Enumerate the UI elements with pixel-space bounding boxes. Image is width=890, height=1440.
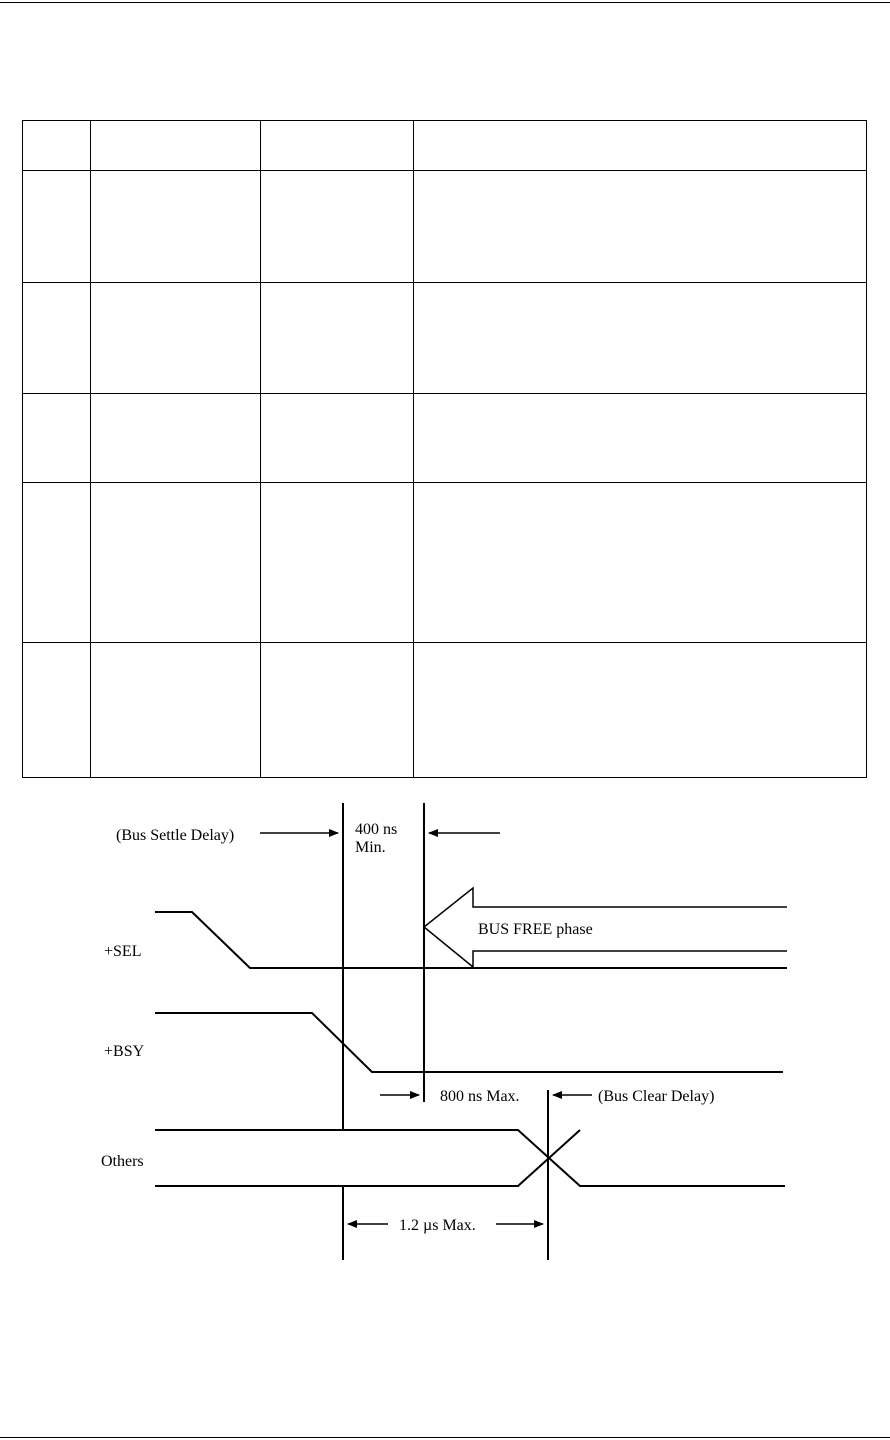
bottom-rule xyxy=(0,1437,890,1438)
bus-clear-delay-label: (Bus Clear Delay) xyxy=(598,1088,715,1105)
bus-free-phase-label: BUS FREE phase xyxy=(478,921,593,938)
signal-label-sel: +SEL xyxy=(104,943,142,960)
bus-settle-delay-label: (Bus Settle Delay) xyxy=(116,827,235,844)
signal-label-others: Others xyxy=(101,1153,144,1170)
signal-label-bsy: +BSY xyxy=(104,1043,145,1060)
others-waveform-lower xyxy=(155,1130,580,1186)
clear-time-label: 800 ns Max. xyxy=(440,1088,520,1105)
table-border xyxy=(23,121,867,778)
total-time-label: 1.2 µs Max. xyxy=(399,1217,476,1234)
bsy-waveform xyxy=(155,1013,783,1072)
settle-time-label: 400 ns xyxy=(355,821,398,838)
bus-free-timing-diagram xyxy=(0,790,890,1270)
sel-waveform xyxy=(155,912,787,968)
settle-time-qualifier: Min. xyxy=(355,839,386,856)
others-waveform-upper xyxy=(155,1130,785,1186)
